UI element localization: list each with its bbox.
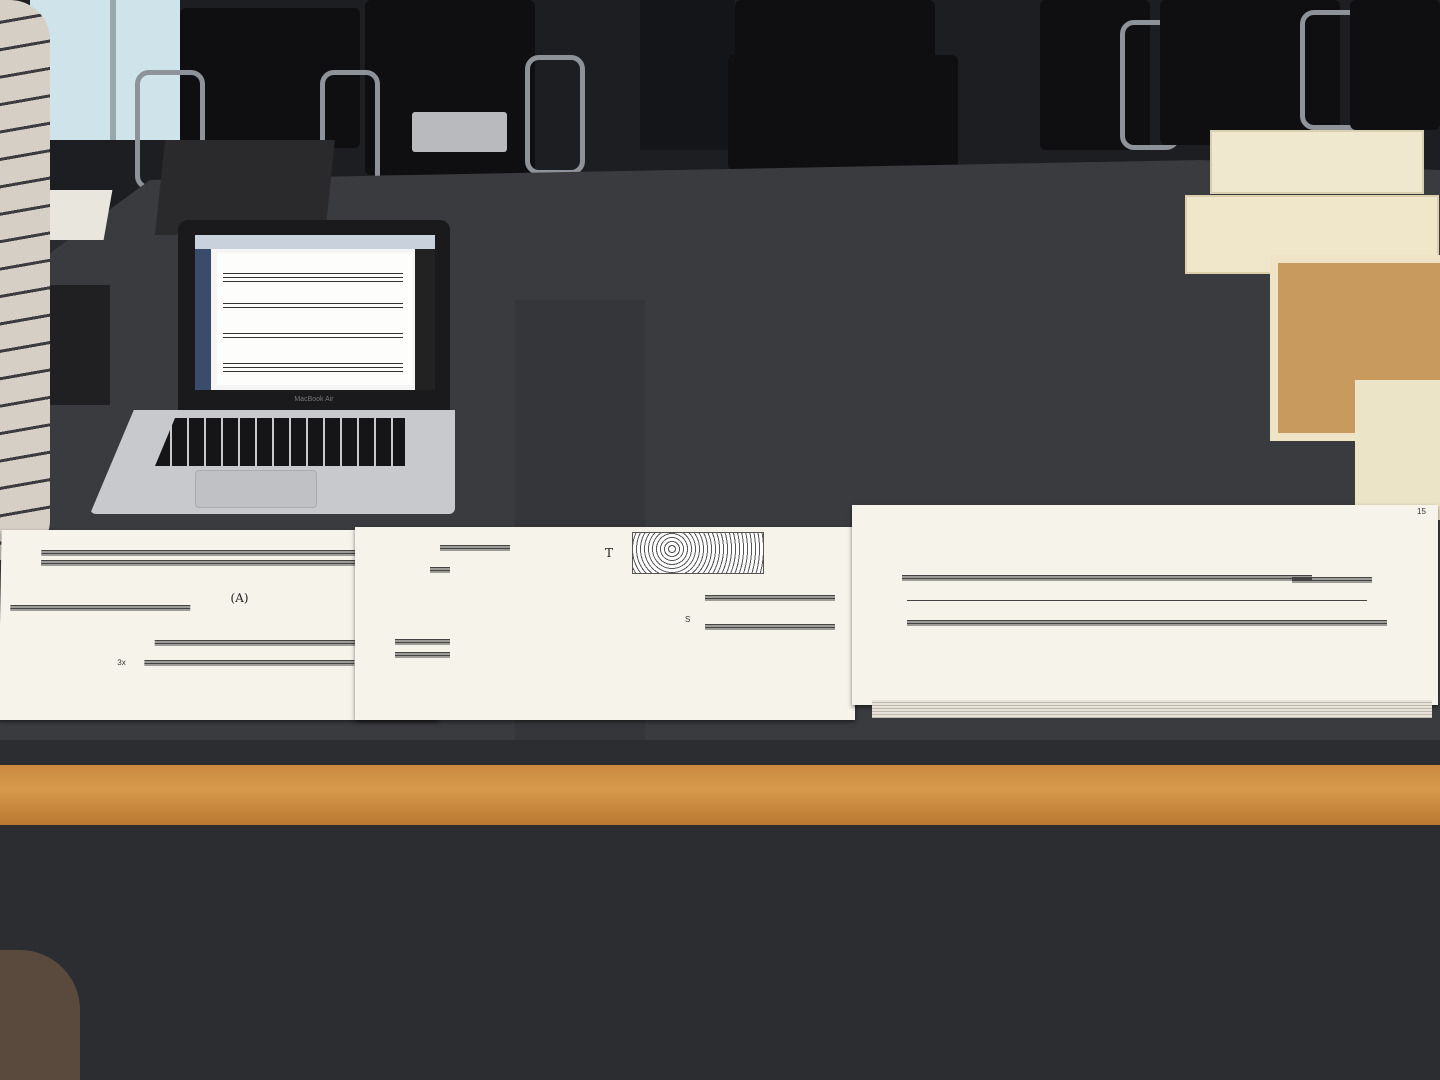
archive-tray xyxy=(1210,130,1424,194)
staff-divider xyxy=(907,600,1367,601)
chair xyxy=(728,55,958,170)
staff-line xyxy=(223,363,403,364)
archive-tray xyxy=(1355,380,1440,520)
window-frame xyxy=(110,0,116,140)
floor xyxy=(0,825,1440,1080)
staff-line xyxy=(223,303,403,304)
laptop-keyboard xyxy=(155,418,405,466)
staff-line xyxy=(223,277,403,278)
staff-line xyxy=(223,281,403,282)
staff-line xyxy=(223,337,403,338)
staff-label: S xyxy=(685,615,691,624)
table-wood-trim xyxy=(0,765,1440,825)
page-number: 15 xyxy=(1417,507,1426,516)
staff xyxy=(155,640,365,646)
staff-line xyxy=(223,273,403,274)
laptop-trackpad xyxy=(195,470,317,508)
staff xyxy=(440,545,510,551)
laptop-screen xyxy=(195,235,435,390)
score-sheet-middle xyxy=(355,527,855,720)
staff xyxy=(907,620,1387,626)
staff-line xyxy=(223,307,403,308)
score-mark: T xyxy=(605,546,614,560)
chair-arm xyxy=(525,55,585,175)
staff xyxy=(902,575,1312,581)
staff xyxy=(705,624,835,630)
staff xyxy=(395,639,450,645)
table-edge xyxy=(0,740,1440,768)
staff xyxy=(10,605,190,611)
chair xyxy=(735,0,935,60)
staff xyxy=(1292,577,1372,583)
person-sleeve xyxy=(0,0,50,560)
score-document xyxy=(217,253,412,385)
chair xyxy=(1350,0,1440,130)
staff xyxy=(144,660,354,666)
score-sheet-right xyxy=(852,505,1438,705)
score-sheet-stack xyxy=(872,700,1432,718)
pillar xyxy=(640,0,735,150)
closed-laptop xyxy=(412,112,507,152)
staff-line xyxy=(223,333,403,334)
staff-label: 3x xyxy=(117,658,126,667)
graphic-notation xyxy=(632,532,764,574)
app-sidebar xyxy=(195,249,211,390)
rehearsal-mark: (A) xyxy=(230,591,249,605)
staff-line xyxy=(223,367,403,368)
app-toolbar xyxy=(195,235,435,249)
laptop-brand-label: MacBook Air xyxy=(294,396,334,403)
document-scrollbar xyxy=(415,249,435,390)
staff xyxy=(430,567,450,573)
staff xyxy=(705,595,835,601)
staff-line xyxy=(223,371,403,372)
staff xyxy=(395,652,450,658)
